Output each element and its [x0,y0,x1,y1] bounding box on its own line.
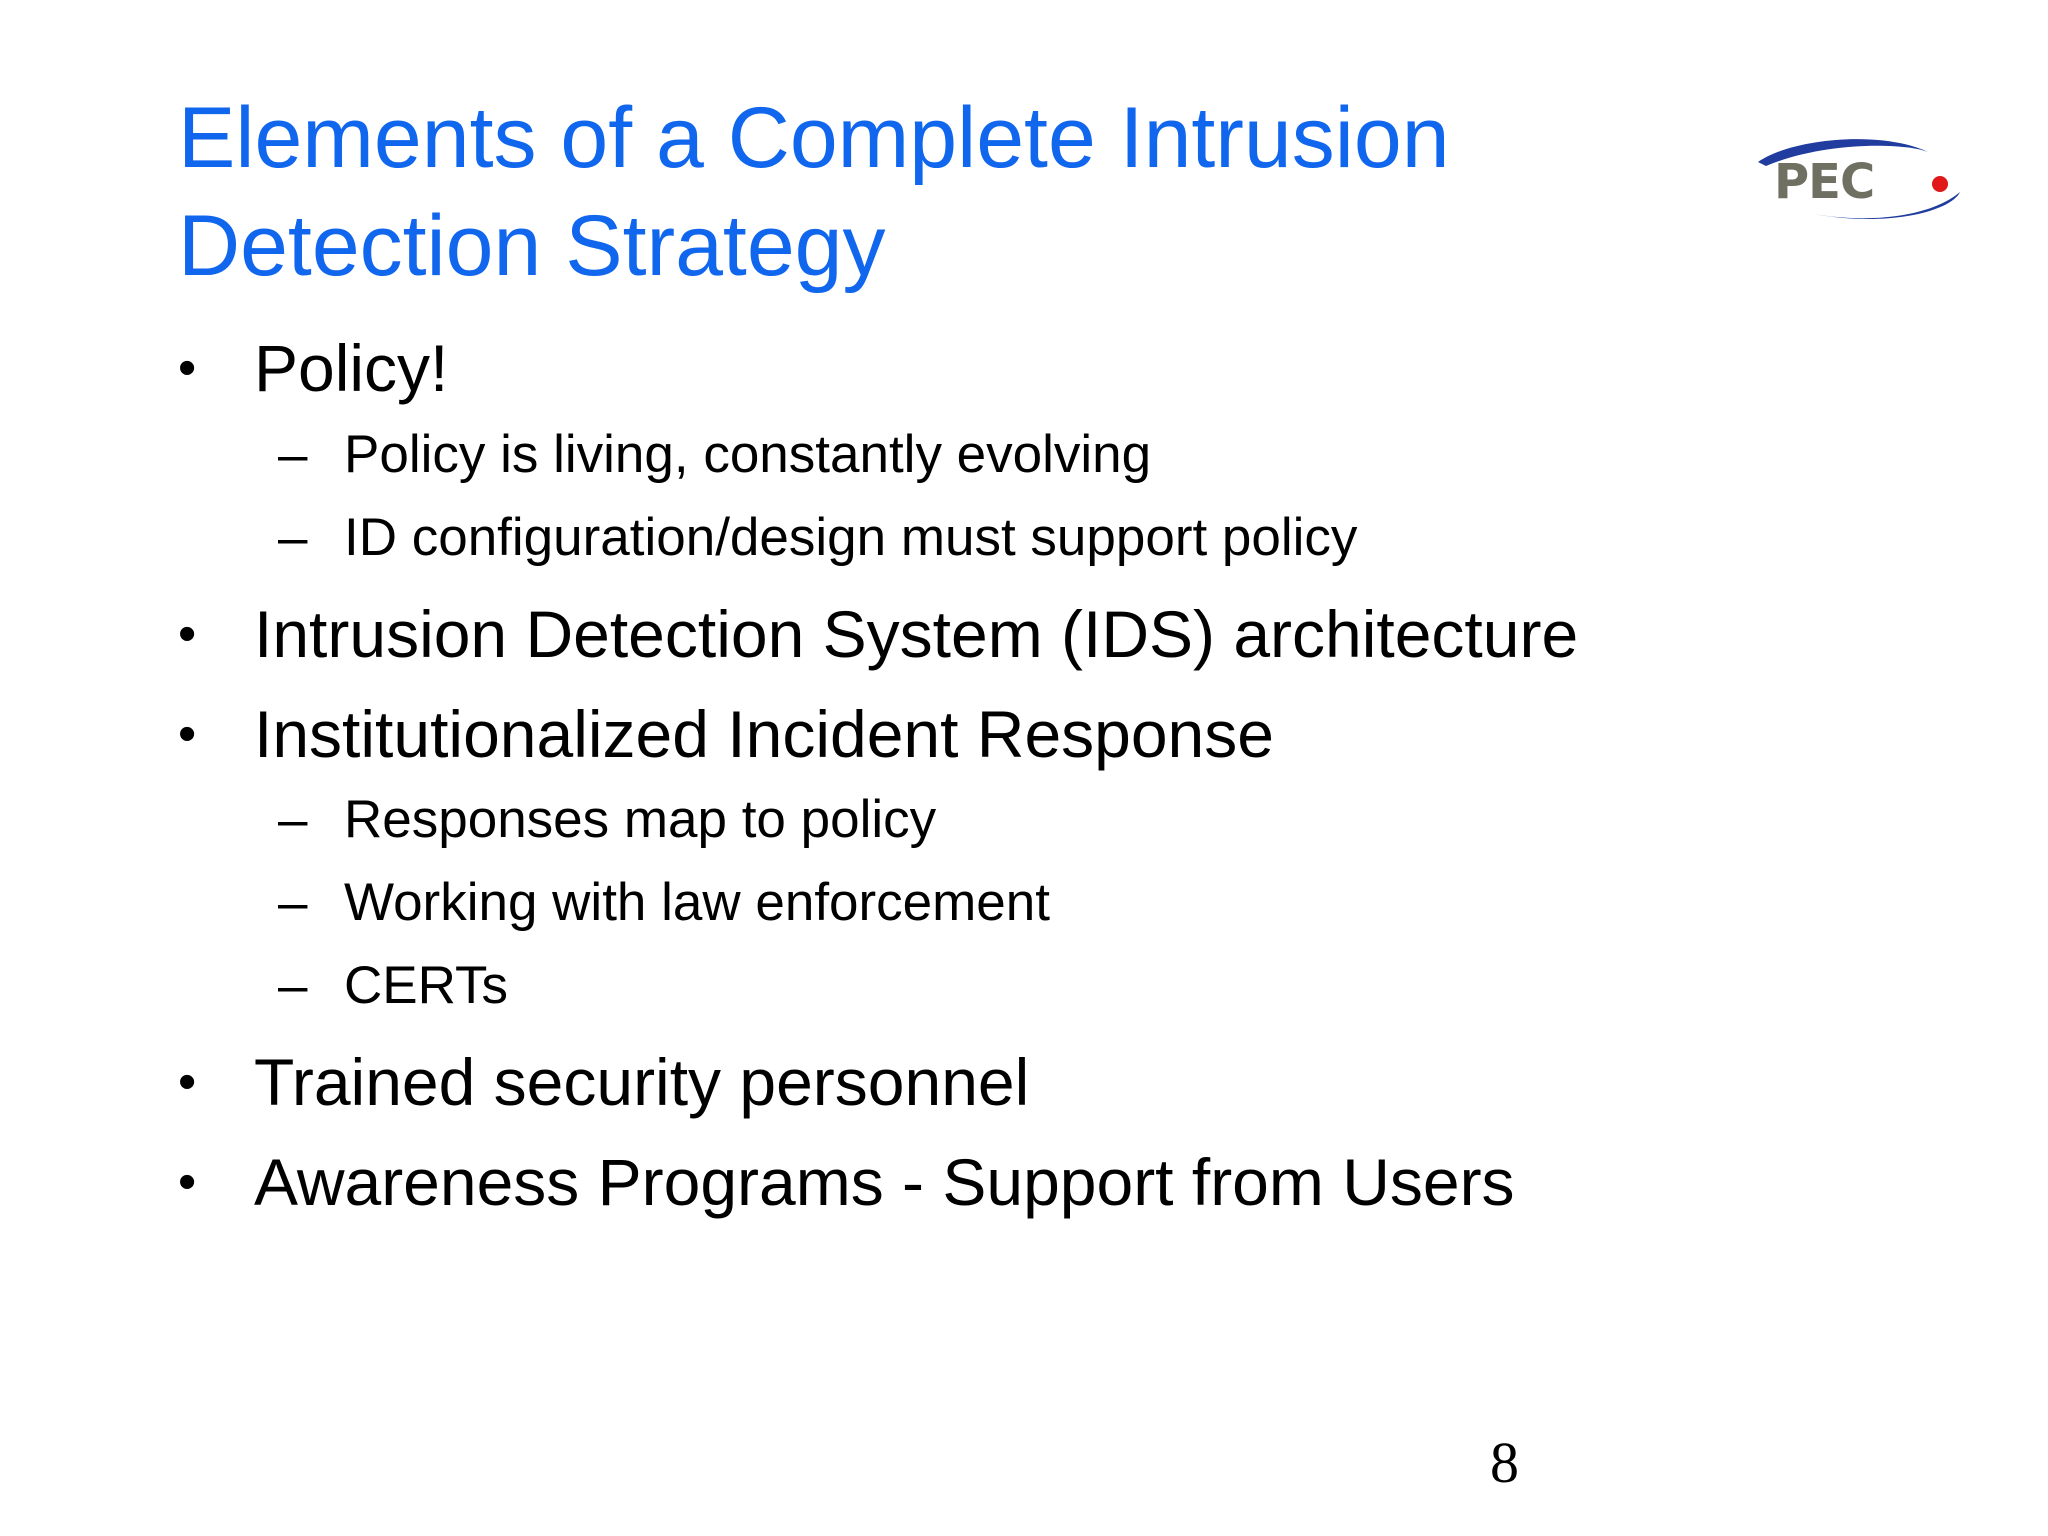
bullet-text: Trained security personnel [254,1045,1030,1119]
sub-bullet-marker: – [278,873,308,932]
bullet-text: Awareness Programs - Support from Users [254,1145,1515,1219]
sub-bullet-text: CERTs [344,956,508,1015]
bullet-text: Policy! [254,331,449,405]
sub-bullet-marker: – [278,790,308,849]
bullet-marker: • [178,605,197,663]
bullet-marker: • [178,705,197,763]
bullet-marker: • [178,1153,197,1211]
page-number: 8 [1490,1430,1519,1495]
title-line-2: Detection Strategy [178,198,886,294]
sub-bullet-text: Policy is living, constantly evolving [344,425,1152,484]
sub-bullet-marker: – [278,956,308,1015]
sub-bullet-text: Responses map to policy [344,790,937,849]
sub-bullet-marker: – [278,508,308,567]
bullet-text: Intrusion Detection System (IDS) architecture [254,597,1579,671]
bullet-marker: • [178,339,197,397]
sub-bullet-text: Working with law enforcement [344,873,1050,932]
sub-bullet-text: ID configuration/design must support policy [344,508,1358,567]
bullet-text: Institutionalized Incident Response [254,697,1274,771]
sub-bullet-marker: – [278,425,308,484]
logo-wordmark: PEC [1774,154,1875,210]
title-line-1: Elements of a Complete Intrusion [178,90,1450,186]
bullet-marker: • [178,1053,197,1111]
